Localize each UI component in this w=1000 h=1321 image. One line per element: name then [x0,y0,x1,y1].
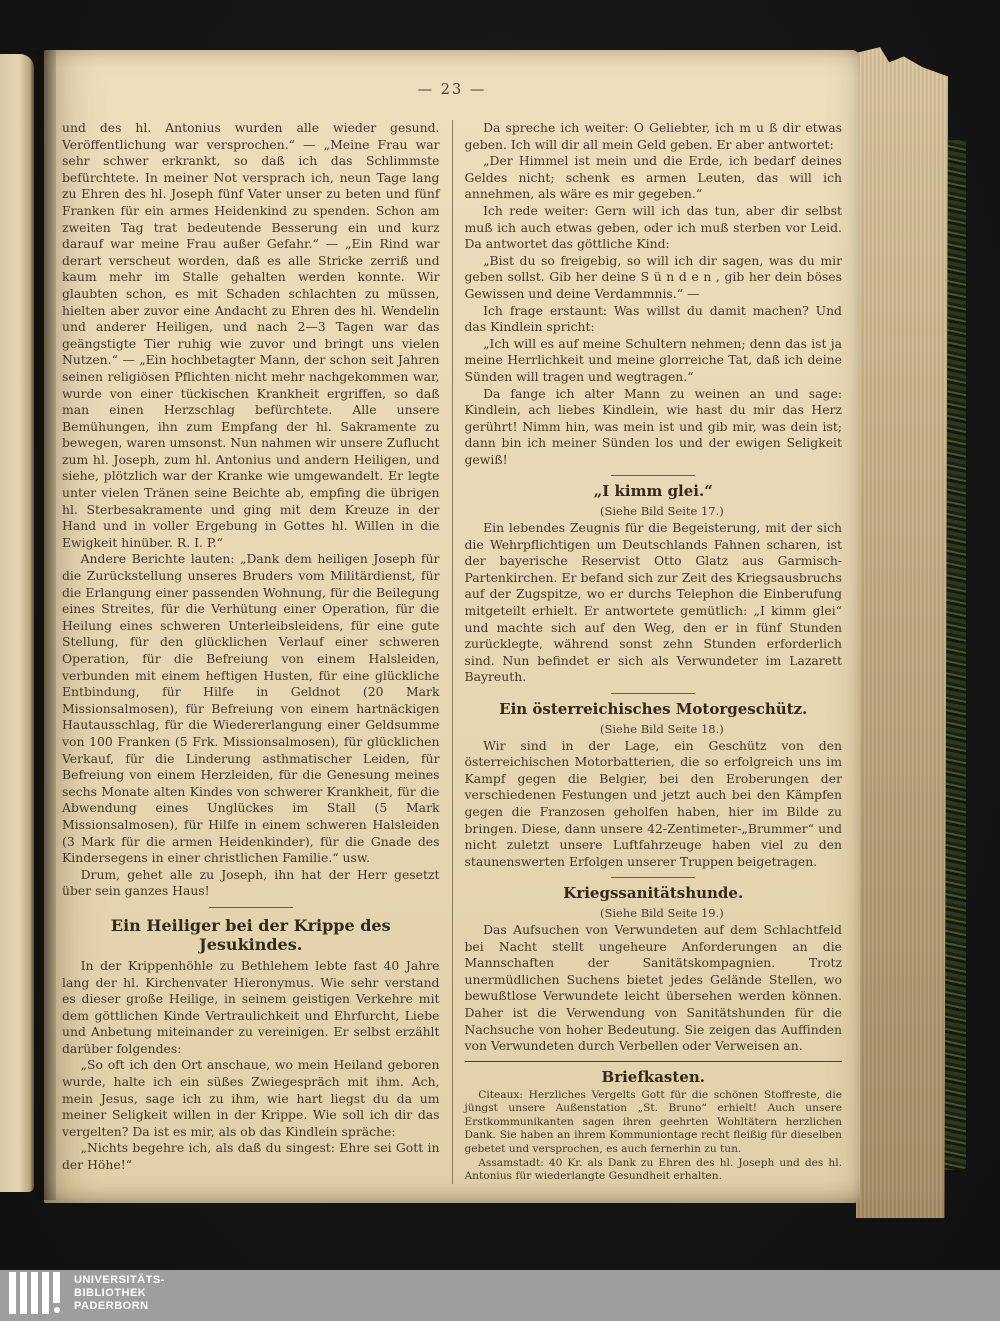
left-paragraph-1: und des hl. Antonius wurden alle wieder gesund. Veröffentlichung war versprochen.“ — „Meine Frau war sehr schwer erkrankt, so daß ich das Schlimmste befürchtete. In meiner Not versprach ich, neun Tage lang zu Ehren des hl. Joseph fünf Vater unser zu beten und fünf Franken für ein armes Heidenkind zu spenden. Schon am zweiten Tag trat bedeutende Besserung ein und kurz darauf war meine Frau außer Gefahr.“ — „Ein Rind war derart verscheut worden, daß es alle Stricke zerriß und kaum mehr im Stalle gehalten werden konnte. Wir glaubten schon, es mit Schaden schlachten zu müssen, hielten aber zuvor eine Andacht zu Ehren des hl. Wendelin und anderer Heiligen, und nach 2—3 Tagen war das geängstigte Tier ruhig wie zuvor und bringt uns vielen Nutzen.“ — „Ein hochbetagter Mann, der schon seit Jahren seinen religiösen Pflichten nicht mehr nachgekommen war, wurde von einer tückischen Krankheit ergriffen, so daß man einen Herzschlag befürchtete. Alle unsere Bemühungen, ihn zum Empfang der hl. Sakramente zu bewegen, waren umsonst. Nun nahmen wir unsere Zuflucht zum hl. Joseph, zum hl. Antonius und andern Heiligen, und siehe, plötzlich war der Kranke wie umgewandelt. Er legte unter vielen Tränen seine Beichte ab, empfing die übrigen hl. Sterbesakramente und ging mit dem Kreuze in der Hand und in voller Ergebung in Gottes hl. Willen in die Ewigkeit hinüber. R. I. P.“ [62,120,440,550]
logo-bar [9,1272,16,1314]
right-paragraph-1: Da spreche ich weiter: O Geliebter, ich m u ß dir etwas geben. Ich will dir all mein Geld geben. Er aber antwortet: [464,120,842,152]
page-content [44,50,860,1184]
section-title-sanitaetshunde: Kriegssanitätshunde. [563,884,744,903]
section-divider [611,693,695,694]
page-number: — 23 — [417,82,487,98]
briefkasten-paragraph-1: Citeaux: Herzliches Vergelts Gott für die schönen Stoffreste, die jüngst unsere Außenstation „St. Bruno“ erhielt! Auch unsere Erstkommunikanten sagen ihren geehrten Wohltätern herzlichen Dank. Sie haben an ihrem Kommuniontage recht fleißig für dieselben gebetet und versprochen, es auch fernerhin zu tun. [464,1088,842,1156]
scanned-page [44,50,860,1203]
left-paragraph-2: Andere Berichte lauten: „Dank dem heiligen Joseph für die Zurückstellung unseres Bruders vom Militärdienst, für die Erlangung einer passenden Wohnung, für die Beilegung eines Streites, für die Verhütung einer Operation, für die Heilung eines schweren Unterleibsleidens, für eine gute Stellung, für den glücklichen Verlauf einer schweren Operation, für die Befreiung von einem Halsleiden, verbunden mit einem heftigen Husten, für eine glückliche Entbindung, für Hilfe in Geldnot (20 Mark Missionsalmosen), für Befreiung von einem hartnäckigen Hautausschlag, für die Wiedererlangung einer Geldsumme von 100 Franken (5 Frk. Missionsalmosen), für glücklichen Verkauf, für die Linderung asthmatischer Leiden, für Befreiung von einem Herzleiden, für die Genesung meines sechs Monate alten Kindes von schwerer Krankheit, für die Abwendung eines Unglückes im Stall (5 Mark Missionsalmosen), für Hilfe in einem schweren Halsleiden (3 Mark für die armen Heidenkinder), für die Gnade des Kindersegens in einer christlichen Familie.“ usw. [62,551,440,866]
motorgeschuetz-paragraph: Wir sind in der Lage, ein Geschütz von den österreichischen Motorbatterien, die so erfolgreich uns im Kampf gegen die Belgier, bei den Eroberungen der verschiedenen Festungen und jetzt auch bei den Kämpfen gegen die Franzosen geholfen haben, hier im Bilde zu bringen. Diese, dann unsere 42-Zentimeter-„Brummer“ und nicht zuletzt unsere Luftfahrzeuge haben viel zu den staunenswerten Erfolgen unserer Truppen beigetragen. [464,737,842,869]
library-name-line2: BIBLIOTHEK [74,1287,147,1299]
ub-paderborn-logo-icon [9,1272,60,1316]
section-title-i-kimm-glei: „I kimm glei.“ [593,482,713,501]
briefkasten-body [465,1089,843,1184]
left-paragraph-3: Drum, gehet alle zu Joseph, ihn hat der Herr gesetzt über sein ganzes Haus! [62,866,440,899]
library-banner [0,1270,1000,1321]
right-paragraph-6: „Ich will es auf meine Schultern nehmen; denn das ist ja meine Herrlichkeit und meine glorreiche Tat, daß ich deine Sünden will tragen und wegtragen.“ [464,335,842,384]
section-divider [611,877,695,878]
page-stack-fore-edge [856,46,948,1218]
two-column-layout [62,120,842,1184]
right-paragraph-5: Ich frage erstaunt: Was willst du damit machen? Und das Kindlein spricht: [464,302,842,335]
section-title-briefkasten: Briefkasten. [601,1067,705,1086]
logo-bar [42,1272,49,1314]
right-paragraph-2: „Der Himmel ist mein und die Erde, ich bedarf deines Geldes nicht; schenk es armen Leuten, das will ich annehmen, als wäre es mir gegeben.“ [464,153,842,202]
library-name [74,1274,165,1313]
section-subtitle-sanitaetshunde: (Siehe Bild Seite 19.) [599,906,724,921]
left-section1-paragraph-1: In der Krippenhöhle zu Bethlehem lebte fast 40 Jahre lang der hl. Kirchenvater Hieronymus. Wie sehr verstand es dieser große Heilige, in seinem geistigen Verkehre mit dem göttlichen Kinde Vertraulichkeit und Ehrfurcht, Liebe und Anbetung miteinander zu vereinigen. Er selbst erzählt darüber folgendes: [62,957,440,1056]
logo-bar [31,1272,38,1314]
right-paragraph-7: Da fange ich alter Mann zu weinen an und sage: Kindlein, ach liebes Kindlein, wie hast du mir das Herz gerührt! Nimm hin, was mein ist und gib mir, was dein ist; dann bin ich meiner Sünden los und der ewigen Seligkeit gewiß! [464,385,842,467]
right-paragraph-4: „Bist du so freigebig, so will ich dir sagen, was du mir geben sollst. Gib her deine S ü n d e n , gib her dein böses Gewissen und deine Verdammnis.“ — [464,252,842,301]
library-name-line1: UNIVERSITÄTS- [74,1274,165,1286]
previous-page-edge [0,54,34,1192]
logo-exclamation-bar [53,1272,60,1316]
left-section1-paragraph-3: „Nichts begehre ich, als daß du singest: Ehre sei Gott in der Höhe!“ [62,1140,440,1173]
briefkasten-paragraph-2: Assamstadt: 40 Kr. als Dank zu Ehren des hl. Joseph und des hl. Antonius für wiederlangte Gesundheit erhalten. [464,1156,842,1183]
sanitaetshunde-paragraph: Das Aufsuchen von Verwundeten auf dem Schlachtfeld bei Nacht stellt ungeheure Anforderungen an die Mannschaften der Sanitätskompagnien. Trotz unermüdlichen Suchens bietet jedes Gelände Stellen, wo bewußtlose Verwundete leicht übersehen werden können. Daher ist die Verwendung von Sanitätshunden für die Nachsuche von hoher Bedeutung. Sie zeigen das Auffinden von Verwundeten durch Verbellen oder Verweisen an. [464,921,842,1054]
section-title-motorgeschuetz: Ein österreichisches Motorgeschütz. [499,700,808,718]
section-title-heiliger-krippe: Ein Heiliger bei der Krippe des Jesukindes. [110,915,391,954]
left-column [62,120,452,1184]
section-subtitle-motorgeschuetz: (Siehe Bild Seite 18.) [599,722,724,736]
logo-bar [20,1272,27,1314]
right-paragraph-3: Ich rede weiter: Gern will ich das tun, aber dir selbst muß ich auch etwas geben, oder ich muß sterben vor Leid. Da antwortet das göttliche Kind: [464,202,842,252]
library-name-line3: PADERBORN [74,1300,149,1312]
briefkasten-rule [465,1061,843,1062]
i-kimm-glei-paragraph: Ein lebendes Zeugnis für die Begeisterung, mit der sich die Wehrpflichtigen um Deutschlands Fahnen scharen, ist der bayerische Reservist Otto Glatz aus Garmisch-Partenkirchen. Er befand sich zur Zeit des Kriegsausbruchs auf der Zugspitze, wo er durchs Telephon die Einberufung mitgeteilt erhielt. Er antwortete gemütlich: „I kimm glei“ und machte sich auf den Weg, den er in fünf Stunden zurücklegte, während sonst zehn Stunden erforderlich sind. Nun befindet er sich als Verwundeter im Lazarett Bayreuth. [464,520,842,685]
section-subtitle-i-kimm-glei: (Siehe Bild Seite 17.) [599,504,724,519]
section-divider [209,907,293,908]
left-section1-paragraph-2: „So oft ich den Ort anschaue, wo mein Heiland geboren wurde, halte ich ein süßes Zwiegespräch mit ihm. Ach, mein Jesus, sage ich zu ihm, wie hart liegst du da um meiner Seligkeit willen in der Krippe. Wie soll ich dir das vergelten? Da ist es mir, als ob das Kindlein spräche: [62,1057,440,1139]
right-column [452,120,843,1184]
gutter-shadow [30,50,56,1200]
section-divider [611,475,695,476]
